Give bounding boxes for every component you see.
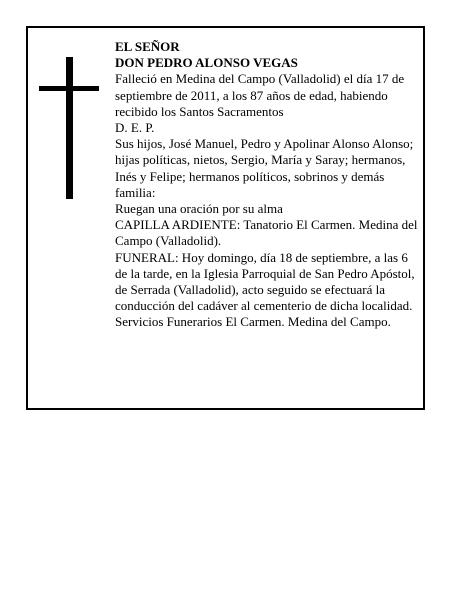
funeral-services: Servicios Funerarios El Carmen. Medina del Campo. <box>115 314 391 330</box>
rest-in-peace: D. E. P. <box>115 120 155 136</box>
death-announcement: Falleció en Medina del Campo (Valladolid) el día 17 de septiembre de 2011, a los 87 años de edad, habiendo recibido los Santos Sacramentos <box>115 71 405 119</box>
deceased-name: DON PEDRO ALONSO VEGAS <box>115 55 298 71</box>
family-list: Sus hijos, José Manuel, Pedro y Apolinar Alonso Alonso; hijas políticas, nietos, Sergio, María y Saray; hermanos, Inés y Felipe; hermanos políticos, sobrinos y demás familia: <box>115 136 414 200</box>
prayer-request: Ruegan una oración por su alma <box>115 201 283 217</box>
notice-text-block <box>115 39 420 331</box>
notice-title: EL SEÑOR <box>115 39 180 54</box>
cross-horizontal-bar <box>39 86 99 91</box>
cross-vertical-bar <box>66 57 73 199</box>
chapel-info: CAPILLA ARDIENTE: Tanatorio El Carmen. Medina del Campo (Valladolid). <box>115 217 418 249</box>
obituary-notice <box>26 26 425 410</box>
funeral-info: FUNERAL: Hoy domingo, día 18 de septiembre, a las 6 de la tarde, en la Iglesia Parroquial de San Pedro Apóstol, de Serrada (Valladolid), acto seguido se efectuará la conducción del cadáver al cementerio de dicha localidad. <box>115 249 415 314</box>
